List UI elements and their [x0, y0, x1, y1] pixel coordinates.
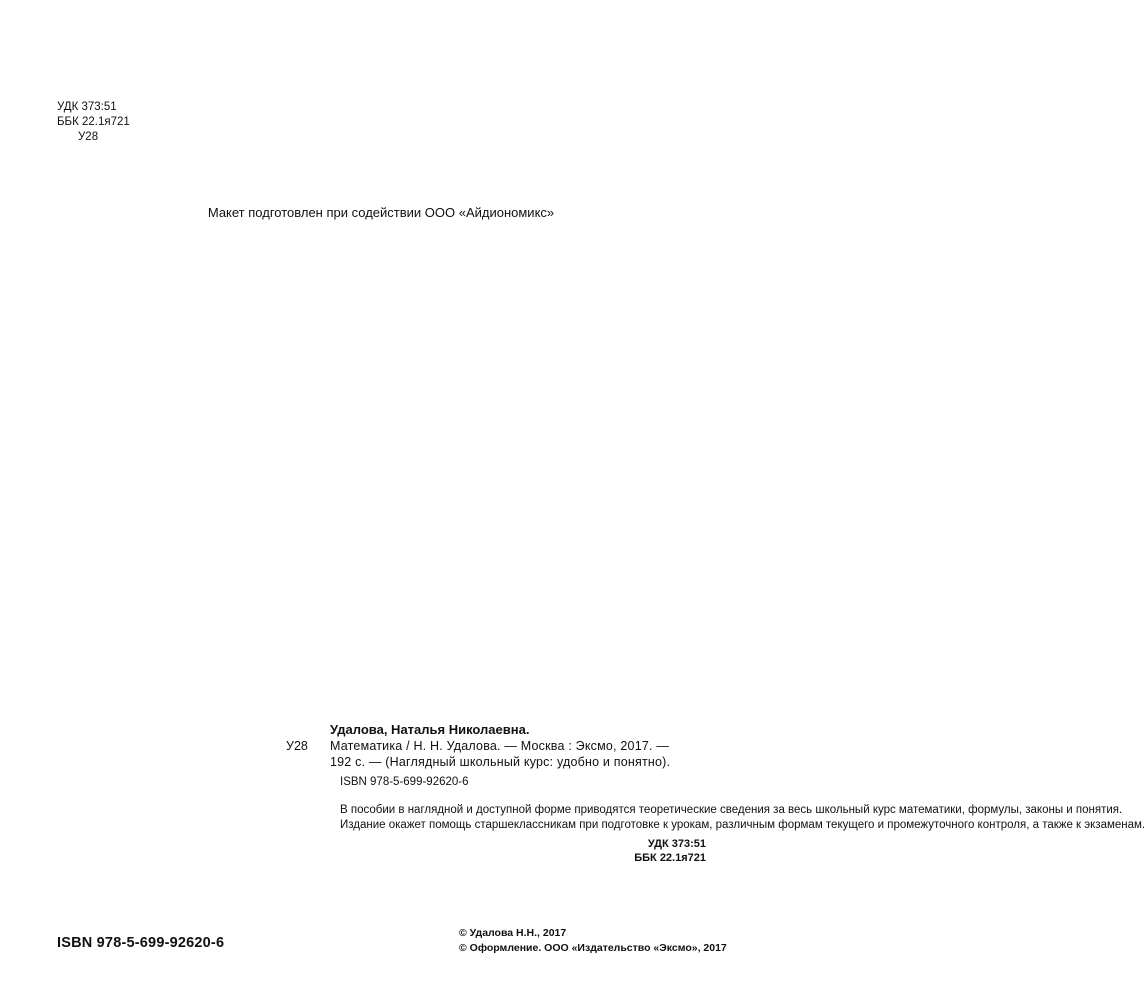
card-isbn: ISBN 978-5-699-92620-6 [340, 776, 469, 788]
card-udk: УДК 373:51 [647, 838, 706, 851]
card-author: Удалова, Наталья Николаевна. [330, 722, 530, 737]
isbn-main: ISBN 978-5-699-92620-6 [57, 935, 225, 951]
maket-note: Макет подготовлен при содействии ООО «Айдиономикс» [207, 205, 555, 220]
card-title-line-2: 192 с. — (Наглядный школьный курс: удобно и понятно). [330, 755, 671, 769]
udk-code: УДК 373:51 [57, 101, 117, 113]
card-bbk: ББК 22.1я721 [634, 851, 706, 864]
card-codes [286, 838, 706, 865]
catalog-card [286, 722, 1145, 865]
author-mark: У28 [78, 131, 99, 143]
annotation-paragraph-1: В пособии в наглядной и доступной форме приводятся теоретические сведения за весь школьный курс математики, формулы, законы и понятия. [340, 804, 1123, 816]
copyright-design: © Оформление. ООО «Издательство «Эксмо», 2017 [459, 941, 727, 954]
copyright-block [459, 926, 727, 955]
card-annotation [286, 803, 1145, 832]
card-title-row-2 [286, 754, 706, 770]
card-title-row [286, 738, 706, 754]
card-author-mark: У28 [286, 739, 308, 753]
copyright-author: © Удалова Н.Н., 2017 [459, 927, 567, 939]
annotation-paragraph-2: Издание окажет помощь старшеклассникам при подготовке к урокам, различным формам текущего и промежуточного контроля, а также к экзаменам. [340, 818, 1145, 831]
classification-block [57, 100, 130, 145]
card-title-line-1: Математика / Н. Н. Удалова. — Москва : Эксмо, 2017. — [330, 739, 670, 753]
bbk-code: ББК 22.1я721 [57, 116, 130, 128]
